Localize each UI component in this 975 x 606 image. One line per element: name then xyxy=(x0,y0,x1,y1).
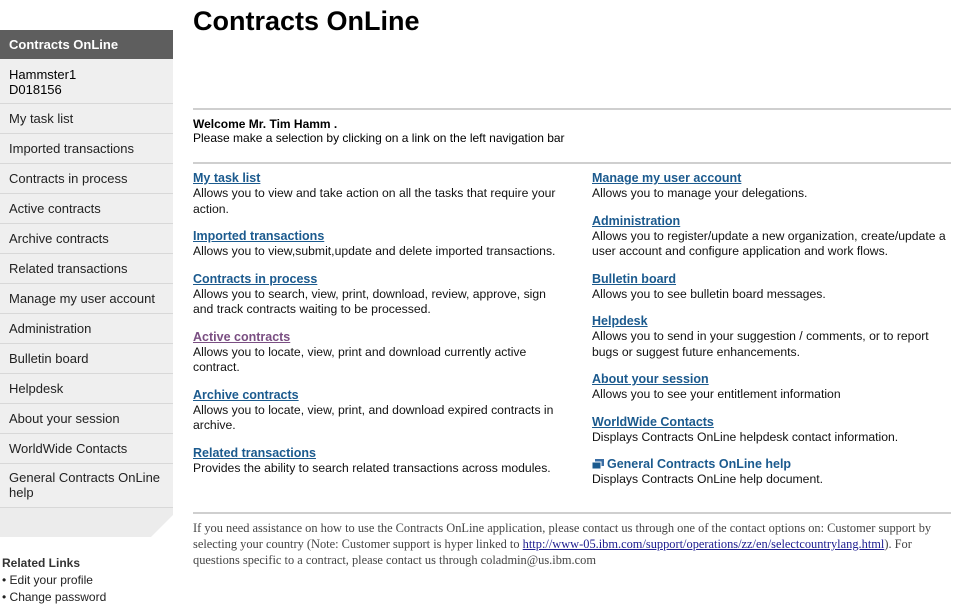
link-description: Provides the ability to search related transactions across modules. xyxy=(193,460,551,475)
link-description: Allows you to locate, view, print, and download expired contracts in archive. xyxy=(193,402,554,432)
left-link-column xyxy=(193,171,563,488)
sidebar-item-imported-transactions[interactable]: Imported transactions xyxy=(0,134,173,164)
helpdesk-link[interactable]: Helpdesk xyxy=(592,314,648,328)
contracts-in-process-link[interactable]: Contracts in process xyxy=(193,271,318,286)
my-task-list-link[interactable]: My task list xyxy=(193,171,261,185)
sidebar-item-manage-user-account[interactable]: Manage my user account xyxy=(0,284,173,314)
active-contracts-link[interactable]: Active contracts xyxy=(193,329,291,344)
link-entry xyxy=(592,214,957,260)
sidebar-item-about-session[interactable]: About your session xyxy=(0,404,173,434)
link-description: Allows you to view,submit,update and delete imported transactions. xyxy=(193,244,556,258)
link-description: Displays Contracts OnLine help document. xyxy=(592,472,824,486)
welcome-greeting: Welcome Mr. Tim Hamm . xyxy=(193,117,338,131)
link-entry xyxy=(193,171,563,217)
link-description: Displays Contracts OnLine helpdesk contact information. xyxy=(592,429,899,444)
link-entry xyxy=(193,446,563,477)
link-description: Allows you to search, view, print, download, review, approve, sign and track contracts waiting to be processed. xyxy=(193,286,546,316)
sidebar-item-archive-contracts[interactable]: Archive contracts xyxy=(0,224,173,254)
edit-profile-link[interactable]: • Edit your profile xyxy=(2,573,93,587)
sidebar-item-helpdesk[interactable]: Helpdesk xyxy=(0,374,173,404)
about-session-link[interactable]: About your session xyxy=(592,372,709,386)
administration-link[interactable]: Administration xyxy=(592,213,681,228)
user-id: D018156 xyxy=(9,82,62,97)
welcome-instruction: Please make a selection by clicking on a link on the left navigation bar xyxy=(193,131,565,145)
page-title: Contracts OnLine xyxy=(193,6,420,36)
sidebar-item-administration[interactable]: Administration xyxy=(0,314,173,344)
worldwide-contacts-link[interactable]: WorldWide Contacts xyxy=(592,414,714,429)
left-navigation-bar xyxy=(0,30,173,537)
link-entry xyxy=(592,314,957,360)
link-entry xyxy=(592,415,957,446)
help-window-icon[interactable] xyxy=(592,458,604,468)
manage-user-account-link[interactable]: Manage my user account xyxy=(592,171,742,185)
related-links-title: Related Links xyxy=(2,556,81,570)
link-entry xyxy=(592,272,957,303)
sidebar-item-bulletin-board[interactable]: Bulletin board xyxy=(0,344,173,374)
link-description: Allows you to view and take action on all the tasks that require your action. xyxy=(193,186,556,216)
sidebar-item-active-contracts[interactable]: Active contracts xyxy=(0,194,173,224)
link-entry xyxy=(592,171,957,202)
welcome-divider xyxy=(193,162,951,164)
related-transactions-link[interactable]: Related transactions xyxy=(193,445,316,460)
link-entry xyxy=(193,388,563,434)
link-description: Allows you to see your entitlement information xyxy=(592,387,841,401)
link-entry xyxy=(193,330,563,376)
sidebar-footer-corner xyxy=(0,508,173,537)
sidebar-item-general-help[interactable]: General Contracts OnLine help xyxy=(0,464,173,508)
sidebar-item-my-task-list[interactable]: My task list xyxy=(0,104,173,134)
link-description: Allows you to manage your delegations. xyxy=(592,186,808,200)
archive-contracts-link[interactable]: Archive contracts xyxy=(193,387,299,402)
footer-text-end: ). For questions specific to a contract, please contact us through coladmin@us.ibm.com xyxy=(193,537,912,567)
footer-text: If you need assistance on how to use the Contracts OnLine application, please contact us through one of the contact options on: Customer support by selecting your country (Note: Customer support is hyper linked to xyxy=(193,521,932,551)
top-divider xyxy=(193,108,951,110)
link-description: Allows you to locate, view, print and download currently active contract. xyxy=(193,344,527,374)
link-entry xyxy=(193,272,563,318)
link-entry xyxy=(592,457,957,488)
link-description: Allows you to see bulletin board messages. xyxy=(592,286,826,301)
link-entry xyxy=(193,229,563,260)
sidebar-item-contracts-in-process[interactable]: Contracts in process xyxy=(0,164,173,194)
related-links xyxy=(2,556,106,606)
right-link-column xyxy=(592,171,957,500)
general-help-link[interactable]: General Contracts OnLine help xyxy=(607,457,792,471)
sidebar-item-related-transactions[interactable]: Related transactions xyxy=(0,254,173,284)
link-description: Allows you to register/update a new organization, create/update a user account and configure application and work flows. xyxy=(592,228,946,258)
sidebar-header: Contracts OnLine xyxy=(0,30,173,59)
sidebar-item-worldwide-contacts[interactable]: WorldWide Contacts xyxy=(0,434,173,464)
user-info xyxy=(0,59,173,104)
change-password-link[interactable]: • Change password xyxy=(2,590,107,604)
customer-support-link[interactable]: http://www-05.ibm.com/support/operations/zz/en/selectcountrylang.html xyxy=(522,537,885,551)
link-description: Allows you to send in your suggestion / comments, or to report bugs or suggest future enhancements. xyxy=(592,329,929,359)
imported-transactions-link[interactable]: Imported transactions xyxy=(193,229,325,243)
welcome-message xyxy=(193,117,565,145)
link-entry xyxy=(592,372,957,403)
assistance-footer xyxy=(193,514,951,568)
user-name: Hammster1 xyxy=(9,67,77,82)
bulletin-board-link[interactable]: Bulletin board xyxy=(592,271,677,286)
